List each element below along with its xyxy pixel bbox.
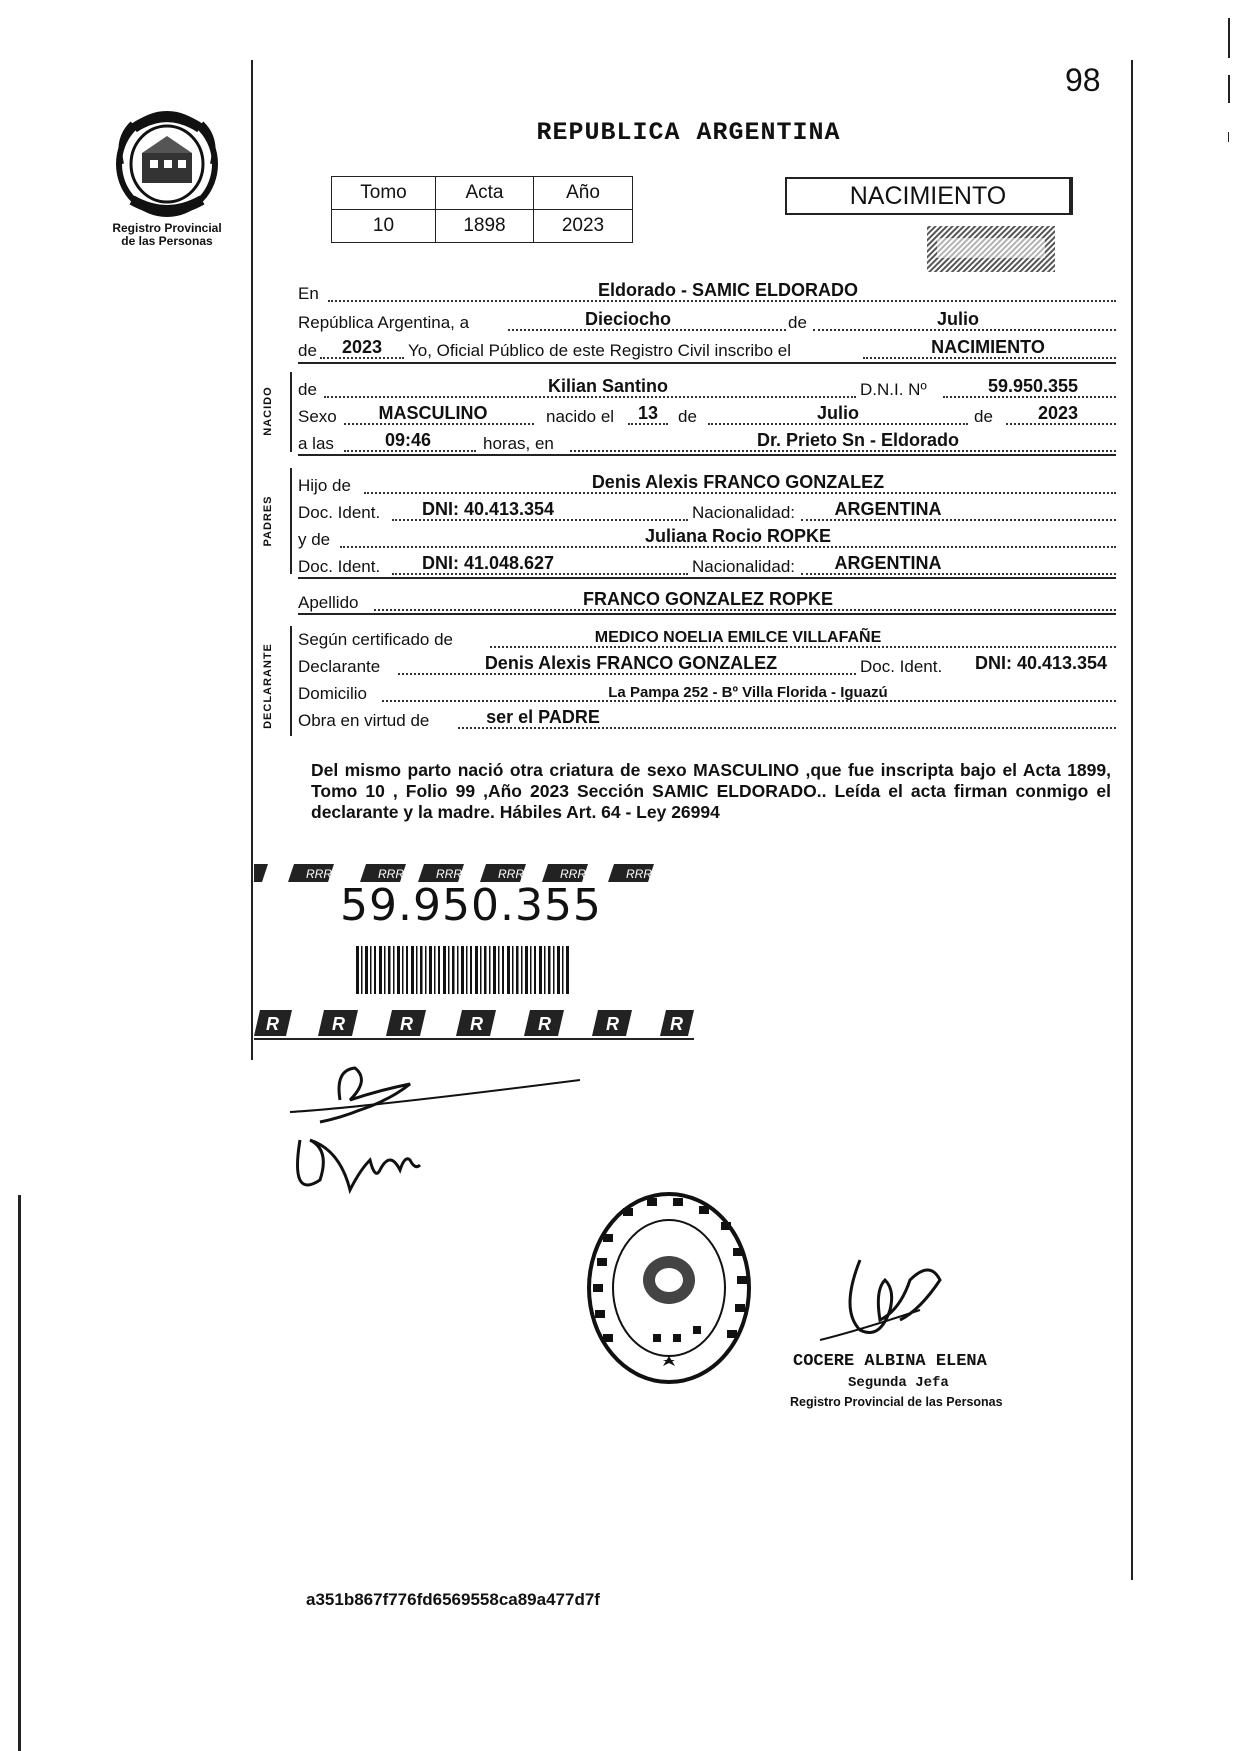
observations-note: Del mismo parto nació otra criatura de sexo MASCULINO ,que fue inscripta bajo el Acta 1899, Tomo 10 , Folio 99 ,Año 2023 Sección SAMIC ELDORADO.. Leída el acta firman conmigo el declarante y la madre. Hábiles Art. 64 - Ley 26994 — [311, 760, 1111, 822]
padres-label: PADRES — [262, 495, 274, 547]
far-right-mark-1 — [1228, 18, 1230, 58]
official-name: COCERE ALBINA ELENA — [793, 1352, 987, 1371]
svg-text:RRR: RRR — [626, 867, 652, 881]
apellido-label: Apellido — [298, 593, 359, 612]
obra-value: ser el PADRE — [486, 707, 600, 727]
day-value: Dieciocho — [584, 309, 672, 329]
registry-name-line1: Registro Provincial — [112, 221, 222, 235]
republica-label: República Argentina, a — [298, 313, 470, 332]
official-stamp-icon — [583, 1188, 755, 1388]
record-type-box: NACIMIENTO — [785, 177, 1073, 215]
child-name: Kilian Santino — [547, 376, 668, 396]
page-number: 98 — [1065, 62, 1101, 98]
birth-place: Dr. Prieto Sn - Eldorado — [756, 430, 960, 450]
row-declarante — [298, 653, 1116, 679]
father-nationality: ARGENTINA — [834, 499, 942, 519]
left-margin-line — [251, 60, 253, 1060]
en-value: Eldorado - SAMIC ELDORADO — [598, 280, 858, 300]
acta-value: 1898 — [436, 210, 534, 243]
row-hijo-de — [298, 472, 1116, 498]
declarante-name: Denis Alexis FRANCO GONZALEZ — [484, 653, 778, 673]
nacido-de-label: de — [298, 380, 317, 399]
svg-text:RRR: RRR — [378, 867, 404, 881]
mother-doc: DNI: 41.048.627 — [421, 553, 555, 573]
registry-name-line2: de las Personas — [121, 234, 213, 248]
hijo-de-label: Hijo de — [298, 476, 351, 495]
de-label: de — [788, 313, 807, 332]
declarante-doc-label: Doc. Ident. — [860, 657, 943, 676]
document-hash: a351b867f776fd6569558ca89a477d7f — [306, 1590, 600, 1609]
nacido-bracket — [290, 372, 292, 452]
watermark-r-3: R — [400, 1014, 413, 1034]
row-hora-underline — [298, 454, 1116, 456]
nacido-de-label-2: de — [678, 407, 697, 426]
father-name: Denis Alexis FRANCO GONZALEZ — [591, 472, 885, 492]
mother-name: Juliana Rocio ROPKE — [644, 526, 832, 546]
father-doc-label: Doc. Ident. — [298, 503, 381, 522]
row-father-doc — [298, 499, 1116, 525]
child-dni: 59.950.355 — [987, 376, 1079, 396]
right-margin-line — [1131, 60, 1133, 1580]
watermark-r-7: R — [670, 1014, 683, 1034]
row-year-underline — [298, 362, 1116, 364]
row-apellido-underline — [298, 613, 1116, 615]
dni-label: D.N.I. Nº — [860, 380, 927, 399]
row-sexo — [298, 403, 1116, 429]
record-table — [331, 176, 633, 243]
watermark-r-4: R — [470, 1014, 483, 1034]
registry-name — [92, 222, 242, 248]
row-certificado — [298, 626, 1116, 652]
horas-label: horas, en — [483, 434, 554, 453]
father-nat-label: Nacionalidad: — [692, 503, 796, 522]
sticker-dni-number: 59.950.355 — [340, 880, 602, 931]
declarante-label: DECLARANTE — [262, 643, 274, 729]
certificado-label: Según certificado de — [298, 630, 453, 649]
birth-day: 13 — [637, 403, 659, 423]
row-obra — [298, 707, 1116, 733]
father-doc: DNI: 40.413.354 — [421, 499, 555, 519]
month-value: Julio — [936, 309, 979, 329]
en-label: En — [298, 284, 319, 303]
oficial-text: Yo, Oficial Público de este Registro Civil inscribo el — [408, 341, 791, 360]
security-band-bottom — [254, 1006, 704, 1042]
official-role: Segunda Jefa — [848, 1375, 949, 1391]
svg-text:RRR: RRR — [498, 867, 524, 881]
nacido-el-label: nacido el — [546, 407, 615, 426]
row-en — [298, 280, 1116, 306]
acta-header: Acta — [436, 177, 534, 210]
apellido-value: FRANCO GONZALEZ ROPKE — [583, 589, 833, 609]
padres-bracket — [290, 468, 292, 574]
domicilio-value: La Pampa 252 - Bº Villa Florida - Iguazú — [608, 684, 888, 701]
svg-text:RRR: RRR — [560, 867, 586, 881]
domicilio-label: Domicilio — [298, 684, 367, 703]
certificado-value: MEDICO NOELIA EMILCE VILLAFAÑE — [594, 629, 882, 646]
row-mother-doc-underline — [298, 577, 1116, 579]
birth-time: 09:46 — [384, 430, 432, 450]
mother-nationality: ARGENTINA — [834, 553, 942, 573]
anio-value: 2023 — [534, 210, 633, 243]
scan-edge-line — [18, 1195, 21, 1751]
official-signature — [800, 1250, 980, 1360]
tomo-value: 10 — [332, 210, 436, 243]
birth-year: 2023 — [1037, 403, 1079, 423]
tomo-header: Tomo — [332, 177, 436, 210]
row-republica — [298, 309, 1116, 335]
year-value: 2023 — [341, 337, 383, 357]
row-hora — [298, 430, 1116, 456]
obra-label: Obra en virtud de — [298, 711, 430, 730]
row-apellido — [298, 589, 1116, 615]
nacido-de-label-3: de — [974, 407, 993, 426]
watermark-r-2: R — [332, 1014, 345, 1034]
dry-stamp-mark — [925, 224, 1057, 274]
declarante-bracket — [290, 626, 292, 736]
y-de-label: y de — [298, 530, 331, 549]
row-mother-doc — [298, 553, 1116, 579]
mother-doc-label: Doc. Ident. — [298, 557, 381, 576]
svg-text:RRR: RRR — [306, 867, 332, 881]
far-right-mark-2 — [1228, 75, 1230, 103]
row-year — [298, 337, 1116, 363]
a-las-label: a las — [298, 434, 334, 453]
declarante-name-label: Declarante — [298, 657, 381, 676]
row-y-de — [298, 526, 1116, 552]
svg-text:RRR: RRR — [436, 867, 462, 881]
sexo-label: Sexo — [298, 407, 337, 426]
document-title: REPUBLICA ARGENTINA — [536, 118, 841, 147]
row-domicilio — [298, 680, 1116, 706]
declarant-signature — [280, 1060, 580, 1210]
barcode-icon — [356, 946, 576, 994]
birth-month: Julio — [816, 403, 859, 423]
inscribo-value: NACIMIENTO — [931, 337, 1045, 357]
mother-nat-label: Nacionalidad: — [692, 557, 796, 576]
declarante-doc: DNI: 40.413.354 — [974, 653, 1108, 673]
year-prefix: de — [298, 341, 317, 360]
watermark-r-6: R — [606, 1014, 619, 1034]
official-org: Registro Provincial de las Personas — [790, 1395, 1003, 1409]
anio-header: Año — [534, 177, 633, 210]
sexo-value: MASCULINO — [378, 403, 488, 423]
watermark-r-1: R — [266, 1014, 279, 1034]
watermark-r-5: R — [538, 1014, 551, 1034]
row-nacido-name — [298, 376, 1116, 402]
nacido-label: NACIDO — [262, 386, 274, 436]
